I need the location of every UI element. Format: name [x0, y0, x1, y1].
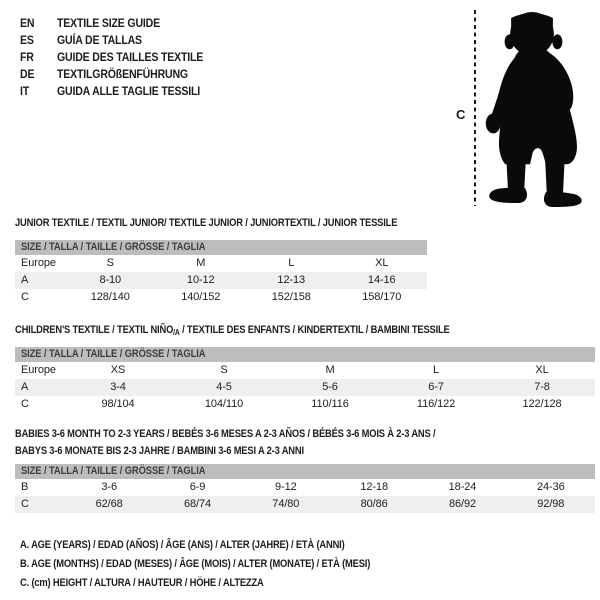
table-cell: XS	[110, 364, 126, 376]
language-code: FR	[20, 50, 34, 64]
table-cell: 7-8	[534, 381, 550, 393]
table-cell: 128/140	[90, 291, 130, 303]
footnotes	[20, 536, 370, 593]
table-cell: 110/116	[311, 398, 349, 410]
table-row	[15, 289, 427, 306]
row-label: Europe	[21, 364, 56, 376]
table-cell: 74/80	[272, 498, 300, 510]
table-cell: 68/74	[183, 498, 211, 510]
children-title-post: / TEXTILE DES ENFANTS / KINDERTEXTIL / BAMBINI TESSILE	[179, 324, 450, 336]
children-title-subscript: /A	[173, 328, 180, 337]
table-cell: 14-16	[367, 274, 396, 286]
table-header-label: SIZE / TALLA / TAILLE / GRÖSSE / TAGLIA	[21, 465, 206, 477]
table-row	[15, 272, 427, 289]
table-cell: 24-36	[536, 481, 565, 493]
table-cell: 92/98	[537, 498, 565, 510]
table-row	[15, 379, 595, 396]
table-cell: 116/122	[416, 398, 456, 410]
language-label: TEXTILE SIZE GUIDE	[56, 16, 161, 30]
table-cell: 152/158	[271, 291, 311, 303]
table-cell: 6-9	[189, 481, 206, 493]
table-cell: 10-12	[186, 274, 215, 286]
table-cell: 140/152	[181, 291, 221, 303]
language-code: DE	[20, 67, 35, 81]
toddler-silhouette-image	[483, 8, 587, 209]
table-cell: M	[325, 364, 335, 376]
table-cell: 12-18	[360, 481, 388, 493]
height-measure-label: C	[456, 107, 466, 122]
babies-size-table	[15, 464, 595, 513]
table-cell: 104/110	[204, 398, 244, 410]
table-row	[15, 396, 595, 413]
footnote-c: C. (cm) HEIGHT / ALTURA / HAUTEUR / HÖHE / ALTEZZA	[20, 577, 264, 589]
table-cell: XL	[375, 257, 389, 269]
table-header-label: SIZE / TALLA / TAILLE / GRÖSSE / TAGLIA	[21, 241, 206, 253]
table-cell: 6-7	[428, 381, 444, 393]
language-row-es	[20, 32, 203, 49]
table-header-bar	[15, 464, 595, 479]
table-header-bar	[15, 240, 427, 255]
table-cell: 4-5	[216, 381, 232, 393]
table-cell: 5-6	[322, 381, 338, 393]
row-label: Europe	[21, 257, 56, 269]
table-cell: 3-4	[110, 381, 126, 393]
children-table-title	[15, 324, 450, 337]
table-cell: S	[106, 257, 114, 269]
language-list	[20, 15, 203, 100]
table-row	[15, 479, 595, 496]
row-label: C	[21, 498, 29, 510]
table-cell: XL	[535, 364, 549, 376]
children-size-table	[15, 347, 595, 413]
babies-title-line2: BABYS 3-6 MONATE BIS 2-3 JAHRE / BAMBINI 3-6 MESI A 2-3 ANNI	[15, 445, 304, 457]
row-label: A	[21, 274, 29, 286]
footnote-b: B. AGE (MONTHS) / EDAD (MESES) / ÂGE (MOIS) / ALTER (MONATE) / ETÀ (MESI)	[20, 558, 371, 570]
table-cell: 9-12	[275, 481, 297, 493]
table-cell: L	[288, 257, 295, 269]
table-cell: S	[220, 364, 228, 376]
table-row	[15, 362, 595, 379]
language-code: ES	[20, 33, 34, 47]
table-cell: 3-6	[101, 481, 117, 493]
row-label: C	[21, 398, 29, 410]
language-code: EN	[20, 16, 35, 30]
language-label: GUIDA ALLE TAGLIE TESSILI	[56, 84, 201, 98]
row-label: B	[21, 481, 29, 493]
table-cell: 8-10	[99, 274, 122, 286]
junior-size-table	[15, 240, 427, 306]
babies-table-title	[15, 426, 435, 460]
language-row-en	[20, 15, 203, 32]
table-header-bar	[15, 347, 595, 362]
table-cell: 12-13	[277, 274, 306, 286]
footnote-a: A. AGE (YEARS) / EDAD (AÑOS) / ÂGE (ANS) / ALTER (JAHRE) / ETÀ (ANNI)	[20, 539, 345, 551]
table-row	[15, 496, 595, 513]
table-header-label: SIZE / TALLA / TAILLE / GRÖSSE / TAGLIA	[21, 348, 206, 360]
table-cell: 122/128	[522, 398, 562, 410]
language-row-fr	[20, 49, 203, 66]
table-cell: 158/170	[362, 291, 402, 303]
children-title-pre: CHILDREN'S TEXTILE / TEXTIL NIÑO	[15, 324, 174, 336]
junior-table-title: JUNIOR TEXTILE / TEXTIL JUNIOR/ TEXTILE JUNIOR / JUNIORTEXTIL / JUNIOR TESSILE	[15, 217, 398, 229]
language-code: IT	[20, 84, 30, 98]
table-cell: L	[432, 364, 440, 376]
table-cell: 62/68	[95, 498, 123, 510]
babies-title-line1: BABIES 3-6 MONTH TO 2-3 YEARS / BEBÉS 3-6 MESES A 2-3 AÑOS / BÉBÉS 3-6 MOIS À 2-3 ANS /	[15, 428, 436, 440]
language-row-it	[20, 83, 203, 100]
table-row	[15, 255, 427, 272]
row-label: A	[21, 381, 29, 393]
table-cell: 98/104	[101, 398, 135, 410]
height-measure-dashed-line	[474, 10, 476, 206]
table-cell: 80/86	[360, 498, 388, 510]
table-cell: M	[196, 257, 206, 269]
language-row-de	[20, 66, 203, 83]
language-label: GUIDE DES TAILLES TEXTILE	[56, 50, 204, 64]
language-label: TEXTILGRÖßENFÜHRUNG	[56, 67, 188, 81]
row-label: C	[21, 291, 29, 303]
language-label: GUÍA DE TALLAS	[56, 33, 142, 47]
table-cell: 86/92	[448, 498, 476, 510]
table-cell: 18-24	[448, 481, 477, 493]
